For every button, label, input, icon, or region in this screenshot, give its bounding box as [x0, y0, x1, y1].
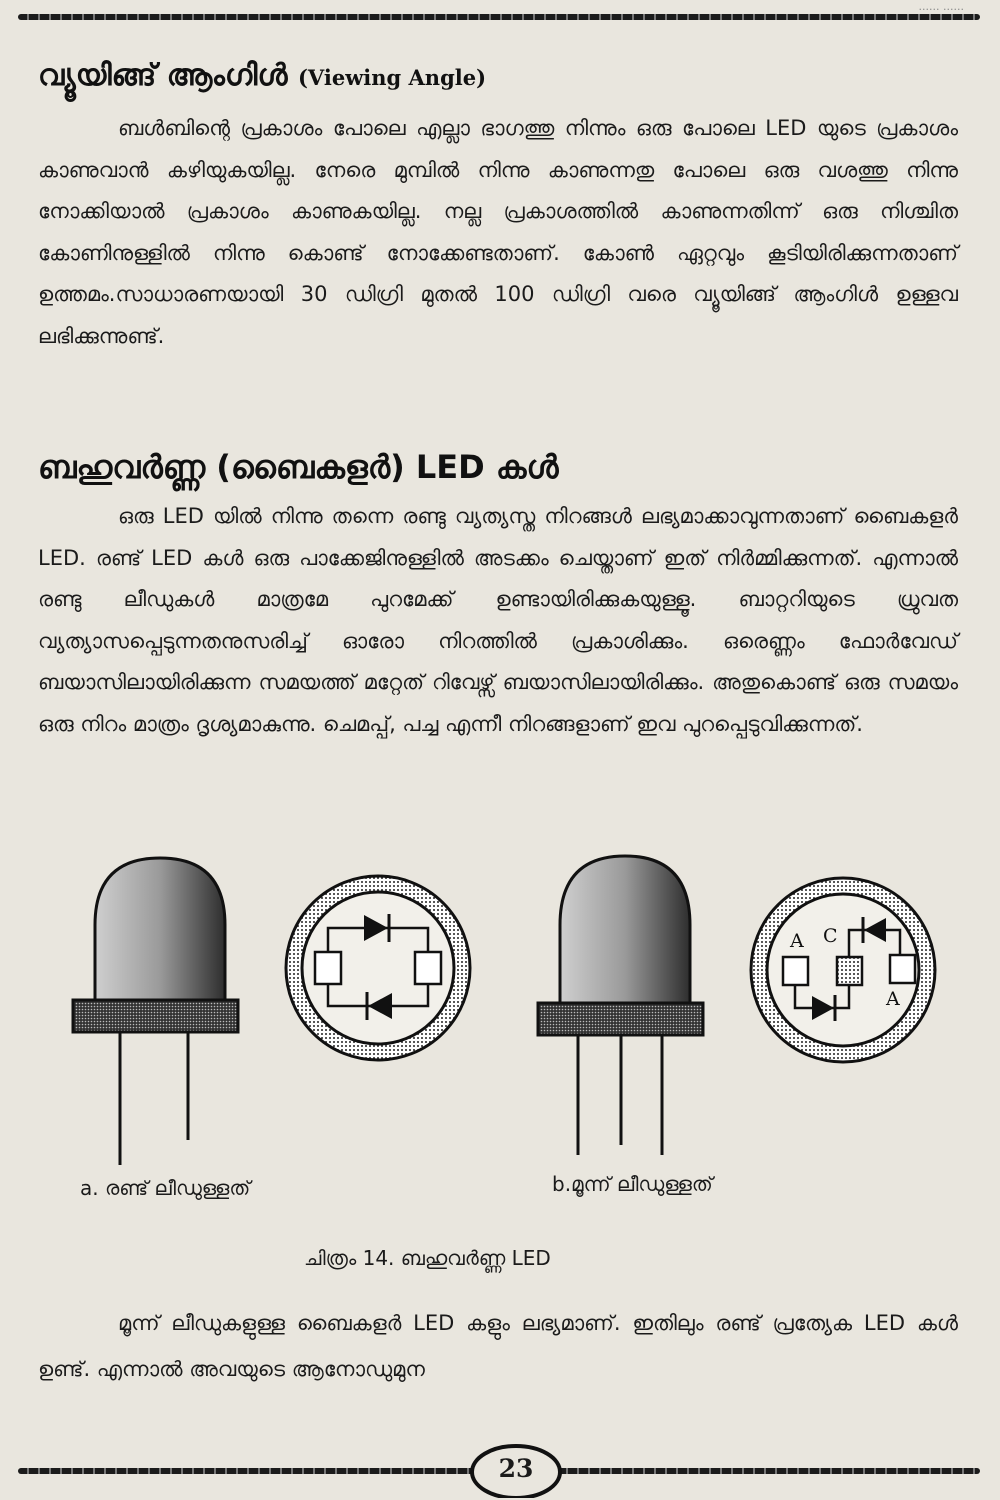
heading-english: (Viewing Angle): [298, 65, 487, 90]
cathode-label: C: [823, 925, 838, 947]
paragraph-bicolor-led: [38, 496, 958, 745]
led-two-lead-schematic: [286, 876, 470, 1060]
figure-caption-b: b.മൂന്ന് ലീഡുള്ളത്: [552, 1172, 713, 1196]
paragraph-text: ഒരു LED യിൽ നിന്നു തന്നെ രണ്ടു വ്യത്യസ്ത നിറങ്ങൾ ലഭ്യമാക്കാവുന്നതാണ് ബൈകളർ LED. രണ്ട് LED കൾ ഒരു പാക്കേജിനുള്ളിൽ അടക്കം ചെയ്താണ് ഇത് നിർമ്മിക്കുന്നത്. എന്നാൽ രണ്ടു ലീഡുകൾ മാത്രമേ പുറമേക്ക് ഉണ്ടായിരിക്കുകയുള്ളൂ. ബാറ്ററിയുടെ ധ്രുവത വ്യത്യാസപ്പെടുന്നതനുസരിച്ച് ഓരോ നിറത്തിൽ പ്രകാശിക്കും. ഒരെണ്ണം ഫോർവേഡ് ബയാസിലായിരിക്കുന്ന സമയത്ത് മറ്റേത് റിവേഴ്സ് ബയാസിലായിരിക്കും. അതുകൊണ്ട് ഒരു സമയം ഒരു നിറം മാത്രം ദൃശ്യമാകുന്നു. ചെമപ്പ്, പച്ച എന്നീ നിറങ്ങളാണ് ഇവ പുറപ്പെടുവിക്കുന്നത്.: [38, 504, 958, 736]
figure-caption-a: a. രണ്ട് ലീഡുള്ളത്: [80, 1176, 251, 1200]
led-three-lead-schematic: [751, 878, 935, 1062]
page-number-badge: [468, 1440, 564, 1498]
paragraph-text: മൂന്ന് ലീഡുകളുള്ള ബൈകളർ LED കളും ലഭ്യമാണ്. ഇതിലും രണ്ട് പ്രത്യേക LED കൾ ഉണ്ട്. എന്നാൽ അവയുടെ ആനോഡുമുന: [38, 1311, 958, 1381]
top-rule: [18, 12, 980, 22]
page-number: 23: [498, 1454, 534, 1483]
figure-caption: ചിത്രം 14. ബഹുവർണ്ണ LED: [304, 1246, 551, 1270]
running-head: ...... ......: [918, 0, 964, 13]
led-three-lead-body: [538, 856, 703, 1155]
section-heading-bicolor-led: ബഹുവർണ്ണ (ബൈകളർ) LED കൾ: [38, 448, 559, 486]
anode-label: A: [886, 988, 900, 1010]
bicolor-led-figure: [0, 840, 1000, 1170]
heading-malayalam: വ്യൂയിങ്ങ് ആംഗിൾ: [38, 58, 288, 93]
led-two-lead-body: [73, 858, 238, 1165]
paragraph-text: ബൾബിന്റെ പ്രകാശം പോലെ എല്ലാ ഭാഗത്തു നിന്നും ഒരു പോലെ LED യുടെ പ്രകാശം കാണുവാൻ കഴിയുകയില്ല. നേരെ മുമ്പിൽ നിന്നു കാണുന്നതു പോലെ ഒരു വശത്തു നിന്നു നോക്കിയാൽ പ്രകാശം കാണുകയില്ല. നല്ല പ്രകാശത്തിൽ കാണുന്നതിന്ന് ഒരു നിശ്ചിത കോണിനുള്ളിൽ നിന്നു കൊണ്ട് നോക്കേണ്ടതാണ്. കോൺ ഏറ്റവും കൂടിയിരിക്കുന്നതാണ് ഉത്തമം.സാധാരണയായി 30 ഡിഗ്രി മുതൽ 100 ഡിഗ്രി വരെ വ്യൂയിങ്ങ് ആംഗിൾ ഉള്ളവ ലഭിക്കുന്നുണ്ട്.: [38, 116, 958, 348]
paragraph-three-lead: [38, 1300, 958, 1392]
paragraph-viewing-angle: [38, 108, 958, 357]
anode-label: A: [790, 930, 804, 952]
section-heading-viewing-angle: [38, 58, 486, 93]
